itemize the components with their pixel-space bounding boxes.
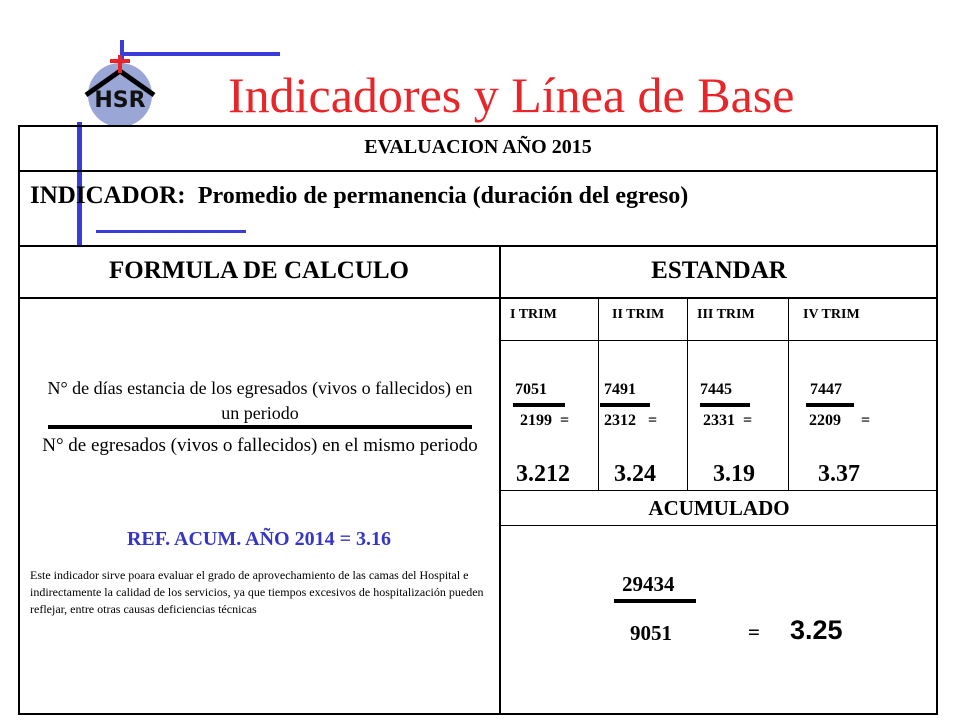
trim-3-numerator: 7445 xyxy=(700,381,732,398)
accumulated-result: 3.25 xyxy=(790,615,843,645)
row-divider xyxy=(18,245,938,247)
trim-2-denominator: 2312 = xyxy=(604,412,658,429)
accumulated-denominator: 9051 xyxy=(630,621,672,645)
accumulated-numerator: 29434 xyxy=(622,572,675,596)
trim-2-result: 3.24 xyxy=(614,461,656,487)
accumulated-equals: = xyxy=(748,620,760,644)
trim-3-result: 3.19 xyxy=(713,461,755,487)
column-divider xyxy=(788,299,789,490)
row-divider xyxy=(500,490,938,491)
indicator-text: Promedio de permanencia (duración del egreso) xyxy=(197,183,689,209)
row-divider xyxy=(18,170,938,172)
trim-1-numerator: 7051 xyxy=(515,381,547,398)
page-title: Indicadores y Línea de Base xyxy=(228,67,795,123)
column-divider xyxy=(598,299,599,490)
trim-1-denominator: 2199 = xyxy=(520,412,570,429)
trim-2-numerator: 7491 xyxy=(604,381,636,398)
trim-3-fraction-line xyxy=(700,403,750,407)
hospital-logo xyxy=(80,55,160,125)
column-divider xyxy=(499,245,501,715)
reference-value: REF. ACUM. AÑO 2014 = 3.16 xyxy=(126,528,391,550)
standard-header: ESTANDAR xyxy=(651,257,787,284)
trim-2-fraction-line xyxy=(600,403,650,407)
logo-lettering: HSR xyxy=(94,88,146,113)
formula-fraction-line xyxy=(48,425,472,429)
accumulated-fraction-line xyxy=(614,599,696,603)
formula-header: FORMULA DE CALCULO xyxy=(108,257,409,284)
trim-4-label: IV TRIM xyxy=(803,307,860,322)
trim-1-label: I TRIM xyxy=(510,307,557,322)
trim-3-label: III TRIM xyxy=(697,307,755,322)
formula-denominator: N° de egresados (vivos o fallecidos) en el mismo periodo xyxy=(42,435,478,456)
trim-3-denominator: 2331 = xyxy=(703,412,753,429)
accumulated-header: ACUMULADO xyxy=(648,496,790,520)
column-divider xyxy=(687,299,688,490)
trim-4-fraction-line xyxy=(806,403,854,407)
indicator-label: INDICADOR: xyxy=(30,182,186,209)
trim-4-result: 3.37 xyxy=(818,461,860,487)
row-divider xyxy=(500,525,938,526)
trim-1-fraction-line xyxy=(513,403,565,407)
trim-2-label: II TRIM xyxy=(612,307,665,322)
trim-4-denominator: 2209 = xyxy=(809,412,871,429)
trim-1-result: 3.212 xyxy=(516,461,570,487)
row-divider xyxy=(18,297,938,299)
trim-4-numerator: 7447 xyxy=(810,381,842,398)
indicator-row xyxy=(30,182,688,210)
evaluation-year: EVALUACION AÑO 2015 xyxy=(364,136,592,158)
indicator-description: Este indicador sirve poara evaluar el grado de aprovechamiento de las camas del Hospital e indirectamente la calidad de los servicios, ya que tiempos excesivos de hospitalización pueden reflejar, entre otras causas deficiencias técnicas xyxy=(30,568,484,616)
row-divider xyxy=(500,340,938,341)
formula-numerator: N° de días estancia de los egresados (vivos o fallecidos) en un periodo xyxy=(47,378,473,423)
